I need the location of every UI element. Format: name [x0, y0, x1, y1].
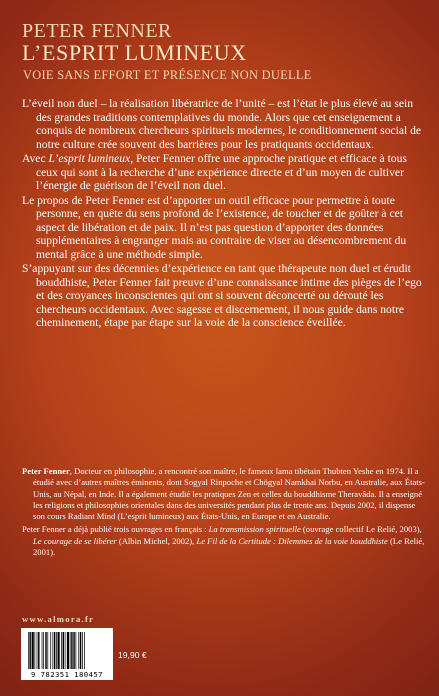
book-title: L’ESPRIT LUMINEUX — [22, 40, 247, 65]
bio-p1-text: , Docteur en philosophie, a rencontré son maître, le fameux lama tibétain Thubten Yeshe en 1974. Il a étudié avec d’autres maîtres éminents, dont Sogyal Rinpoche et Chögyal Namkhai Norbu, en Australie, aux États-Unis, au Népal, en Inde. Il a également étudié les pratiques Zen et celles du bouddhisme Theravâda. Il a enseigné les religions et philosophies orientales dans des universités pendant plus de trente ans. Depuis 2002, il dispense son cours Radiant Mind (L’esprit lumineux) aux États-Unis, en Europe et en Australie. — [33, 466, 425, 522]
book-subtitle: VOIE SANS EFFORT ET PRÉSENCE NON DUELLE — [23, 68, 312, 82]
bio-p2-a: Peter Fenner a déjà publié trois ouvrages en français : — [22, 524, 209, 535]
blurb-p2-book-title: L’esprit lumineux — [48, 152, 131, 165]
blurb-p2-start: Avec — [22, 152, 49, 165]
blurb-paragraph-3: Le propos de Peter Fenner est d’apporter un outil efficace pour permettre à toute personne, en quête du sens profond de l’existence, de toucher et de goûter à cet aspect de libération et de paix. Il n’est pas question d’apporter des données supplémentaires à engranger mais au contraire de viser au désencombrement du mental grâce à une méthode simple. — [22, 193, 407, 261]
bio-paragraph-1 — [22, 466, 426, 522]
blurb-paragraph-1: L’éveil non duel – la réalisation libératrice de l’unité – est l’état le plus élevé au sein des grandes traditions contemplatives du monde. Alors que cet enseignement a conquis de nombreux chercheurs spirituels modernes, le conditionnement social de notre culture crée souvent des barrières pour les pratiquants occidentaux. — [22, 97, 422, 151]
author-bio — [22, 466, 426, 560]
blurb — [22, 97, 426, 331]
bio-p2-title-3: Le Fil de la Certitude : Dilemmes de la voie bouddhiste — [196, 535, 388, 546]
blurb-paragraph-2 — [22, 152, 426, 193]
bio-p2-g: (Le Relié, 2001). — [33, 535, 425, 558]
bio-p2-title-1: La transmission spirituelle — [208, 524, 301, 535]
blurb-paragraph-4: S’appuyant sur des décennies d’expérience en tant que thérapeute non duel et érudit bouddhiste, Peter Fenner fait preuve d’une connaissance intime des pièges de l’ego et des croyances inconscientes qui ont si souvent déconcerté ou dérouté les chercheurs occidentaux. Avec sagesse et discernement, il nous guide dans notre cheminement, étape par étape sur la voie de la conscience éveillée. — [22, 262, 422, 329]
bio-p2-e: (Albin Michel, 2002), — [116, 535, 197, 546]
bio-p2-c: (ouvrage collectif Le Relié, 2003), — [300, 524, 422, 535]
bio-paragraph-2 — [22, 524, 426, 558]
blurb-p2-end: , Peter Fenner offre une approche pratique et efficace à tous ceux qui sont à la recherche d’une expérience directe et d’un moyen de cultiver l’énergie de guérison de l’éveil non duel. — [36, 152, 407, 192]
author-name: PETER FENNER — [22, 20, 172, 42]
bio-author-name: Peter Fenner — [22, 466, 70, 476]
isbn-number: 9 782351 180457 — [31, 670, 103, 679]
publisher-url: www.almora.fr — [22, 614, 95, 624]
bio-p2-title-2: Le courage de se libérer — [33, 535, 117, 546]
isbn-barcode — [21, 628, 113, 680]
price: 19,90 € — [118, 650, 147, 660]
